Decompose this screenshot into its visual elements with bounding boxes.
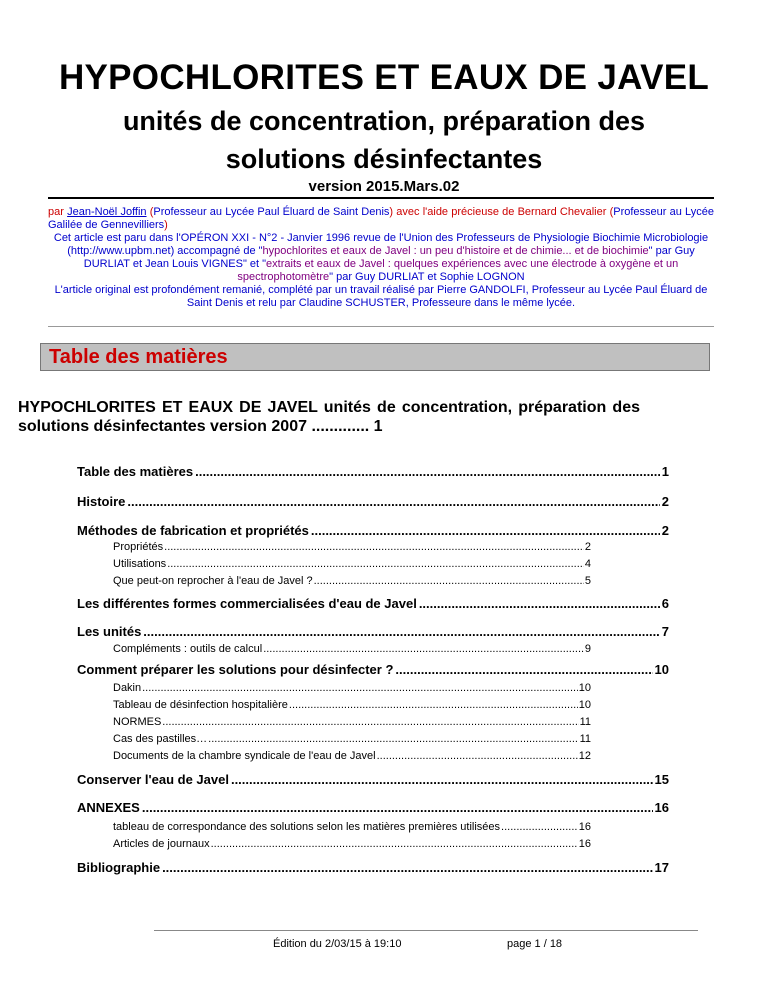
toc-heading-box (40, 343, 710, 371)
credits-divider (48, 326, 714, 327)
subtitle-line-2: solutions désinfectantes (225, 144, 543, 174)
toc-subentry-page: 10 (578, 699, 591, 711)
toc-leader (208, 733, 578, 745)
footer-divider (154, 930, 698, 931)
toc-leader (195, 464, 660, 479)
toc-entry-annexes[interactable] (77, 800, 669, 815)
toc-entry-page: 16 (654, 800, 669, 815)
toc-entry-page: 1 (661, 464, 669, 479)
article-title-2: extraits et eaux de Javel : quelques expériences avec une électrode à oxygène et un spectrophotomètre (237, 258, 679, 283)
toc-subentry-label: Compléments : outils de calcul (113, 643, 263, 655)
toc-subentry-label: NORMES (113, 716, 162, 728)
toc-entry-label: Histoire (77, 494, 126, 509)
credits-authors (48, 206, 714, 232)
header-divider (48, 197, 714, 199)
coauthor-role: Professeur au Lycée Galilée de Gennevilliers (48, 206, 714, 231)
toc-leader (143, 624, 659, 639)
toc-entry-page: 2 (661, 494, 669, 509)
toc-entry-page: 17 (654, 860, 669, 875)
toc-entry-histoire[interactable] (77, 494, 669, 509)
toc-leader (419, 596, 660, 611)
toc-subentry-page: 5 (584, 575, 591, 587)
toc-entry-page: 7 (661, 624, 669, 639)
document-subtitle (40, 102, 728, 178)
toc-subentry-page: 12 (578, 750, 591, 762)
toc-entry-label: ANNEXES (77, 800, 140, 815)
toc-subentry-label: Documents de la chambre syndicale de l'eau de Javel (113, 750, 376, 762)
toc-subentry-pastilles[interactable] (113, 733, 591, 745)
credits-par: par (48, 206, 68, 218)
credits-pub-a: Cet article est paru dans l'OPÉRON XXI - N°2 - Janvier 1996 revue de l'Union des Professeurs de Physiologie Biochimie Microbiologie (http://www.upbm.net) accompagné de " (53, 232, 709, 257)
toc-subentry-dakin[interactable] (113, 682, 591, 694)
toc-subentry-proprietes[interactable] (113, 541, 591, 553)
toc-heading: Table des matières (49, 346, 228, 368)
credits-publication (48, 232, 714, 284)
toc-entry-label: Bibliographie (77, 860, 161, 875)
toc-subentry-complements[interactable] (113, 643, 591, 655)
toc-entry-label: Table des matières (77, 464, 194, 479)
toc-entry-conserver[interactable] (77, 772, 669, 787)
toc-leader (231, 772, 653, 787)
toc-leader (501, 821, 578, 833)
toc-subentry-page: 11 (579, 716, 591, 728)
credits-block (48, 206, 714, 310)
toc-leader (314, 575, 584, 587)
toc-leader (164, 541, 584, 553)
toc-subentry-label: Dakin (113, 682, 142, 694)
credits-pub-b: " par Guy DURLIAT et Jean Louis VIGNES" et " (83, 245, 695, 270)
toc-entry-page: 10 (654, 662, 669, 677)
toc-leader (127, 494, 659, 509)
toc-subentry-page: 11 (579, 733, 591, 745)
version-label: version 2015.Mars.02 (308, 178, 460, 195)
toc-main-dots: ............. (311, 418, 370, 435)
toc-leader (142, 682, 578, 694)
toc-subentry-page: 10 (578, 682, 591, 694)
credits-mid: ) avec l'aide précieuse de Bernard Chevalier ( (389, 206, 614, 218)
toc-entry-formes[interactable] (77, 596, 669, 611)
toc-subentry-label: Utilisations (113, 558, 167, 570)
footer-edition: Édition du 2/03/15 à 19:10 (273, 938, 402, 950)
toc-leader (211, 838, 578, 850)
toc-subentry-page: 16 (578, 821, 591, 833)
toc-entry-label: Les unités (77, 624, 142, 639)
document-title: HYPOCHLORITES ET EAUX DE JAVEL (58, 58, 710, 97)
toc-main-page-group (311, 418, 382, 435)
toc-subentry-tableau[interactable] (113, 699, 591, 711)
credits-pub-c: " par Guy DURLIAT et Sophie LOGNON (329, 271, 525, 283)
toc-leader (162, 716, 578, 728)
credits-open: ( (146, 206, 154, 218)
toc-leader (377, 750, 578, 762)
toc-subentry-page: 16 (578, 838, 591, 850)
toc-leader (167, 558, 584, 570)
toc-subentry-normes[interactable] (113, 716, 591, 728)
toc-entry-table-des-matieres[interactable] (77, 464, 669, 479)
footer-page-number: page 1 / 18 (507, 938, 563, 950)
toc-entry-label: Conserver l'eau de Javel (77, 772, 229, 787)
toc-entry-page: 2 (661, 523, 669, 538)
toc-leader (311, 523, 660, 538)
toc-subentry-documents[interactable] (113, 750, 591, 762)
toc-subentry-correspondance[interactable] (113, 821, 591, 833)
credits-revision: L'article original est profondément remanié, complété par un travail réalisé par Pierre GANDOLFI, Professeur au Lycée Paul Éluard de Saint Denis et relu par Claudine SCHUSTER, Professeure dans le même lycée. (54, 284, 708, 309)
toc-leader (289, 699, 578, 711)
toc-subentry-label: Cas des pastilles… (113, 733, 208, 745)
toc-subentry-articles[interactable] (113, 838, 591, 850)
toc-subentry-label: Tableau de désinfection hospitalière (113, 699, 288, 711)
toc-leader (263, 643, 584, 655)
credits-close: ) (164, 219, 168, 231)
toc-leader (395, 662, 652, 677)
toc-subentry-page: 2 (584, 541, 591, 553)
toc-entry-bibliographie[interactable] (77, 860, 669, 875)
toc-leader (162, 860, 652, 875)
toc-subentry-label: Articles de journaux (113, 838, 210, 850)
article-title-1: hypochlorites et eaux de Javel : un peu d'histoire et de chimie... et de biochimie (262, 245, 649, 257)
toc-entry-methodes[interactable] (77, 523, 669, 538)
toc-main-label: HYPOCHLORITES ET EAUX DE JAVEL unités de concentration, préparation des solutions désinfectantes version 2007 (18, 399, 640, 435)
toc-entry-unites[interactable] (77, 624, 669, 639)
author-link[interactable]: Jean-Noël Joffin (67, 206, 147, 218)
toc-subentry-page: 9 (584, 643, 591, 655)
toc-subentry-page: 4 (584, 558, 591, 570)
toc-subentry-label: Propriétés (113, 541, 164, 553)
toc-entry-label: Les différentes formes commercialisées d'eau de Javel (77, 596, 417, 611)
toc-entry-label: Méthodes de fabrication et propriétés (77, 523, 309, 538)
toc-main-page: 1 (369, 418, 383, 435)
toc-entry-preparer[interactable] (77, 662, 669, 677)
toc-subentry-label: Que peut-on reprocher à l'eau de Javel ? (113, 575, 313, 587)
subtitle-line-1: unités de concentration, préparation des (122, 106, 646, 136)
toc-entry-page: 6 (661, 596, 669, 611)
toc-subentry-label: tableau de correspondance des solutions selon les matières premières utilisées (113, 821, 501, 833)
author-role: Professeur au Lycée Paul Éluard de Saint Denis (153, 206, 390, 218)
toc-main-entry[interactable] (18, 398, 640, 436)
toc-leader (142, 800, 653, 815)
toc-entry-label: Comment préparer les solutions pour désinfecter ? (77, 662, 394, 677)
toc-subentry-reprocher[interactable] (113, 575, 591, 587)
toc-subentry-utilisations[interactable] (113, 558, 591, 570)
toc-entry-page: 15 (654, 772, 669, 787)
